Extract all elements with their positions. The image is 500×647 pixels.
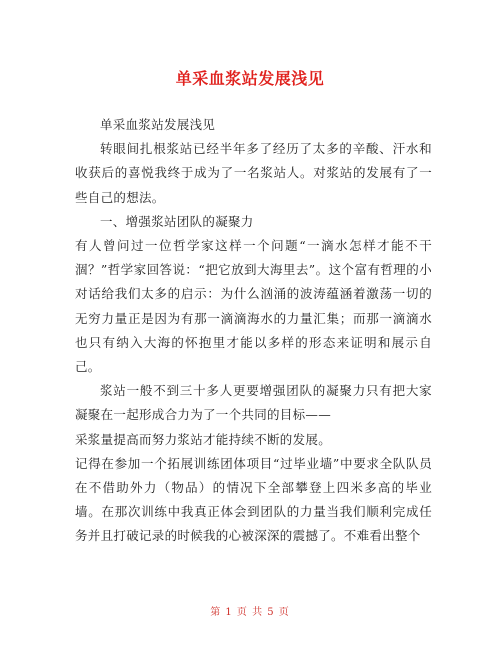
paragraph: 浆站一般不到三十多人更要增强团队的凝聚力只有把大家凝聚在一起形成合力为了一个共同的目标—— [75, 383, 432, 423]
paragraph: 有人曾问过一位哲学家这样一个问题“一滴水怎样才能不干涸？”哲学家回答说：“把它放到大海里去”。这个富有哲理的小对话给我们太多的启示：为什么汹涌的波涛蕴涵着激荡一切的无穷力量正是因为有那一滴滴海水的力量汇集；而那一滴滴水也只有纳入大海的怀抱里才能以多样的形态来证明和展示自己。 [75, 238, 432, 375]
section-heading: 一、增强浆站团队的凝聚力 [100, 213, 254, 229]
paragraph: 单采血浆站发展浅见 [100, 117, 216, 132]
document-title: 单采血浆站发展浅见 [175, 69, 325, 88]
paragraph: 采浆量提高而努力浆站才能持续不断的发展。 [75, 431, 332, 447]
page-number-footer: 第 1 页 共 5 页 [210, 607, 290, 618]
document-body [75, 113, 432, 549]
paragraph: 记得在参加一个拓展训练团体项目“过毕业墙”中要求全队队员在不借助外力（物品）的情况下全部攀登上四米多高的毕业墙。在那次训练中我真正体会到团队的力量当我们顺利完成任务并且打破记录的时候我的心被深深的震撼了。不难看出整个 [75, 455, 432, 544]
paragraph: 转眼间扎根浆站已经半年多了经历了太多的辛酸、汗水和收获后的喜悦我终于成为了一名浆站人。对浆站的发展有了一些自己的想法。 [75, 141, 432, 205]
